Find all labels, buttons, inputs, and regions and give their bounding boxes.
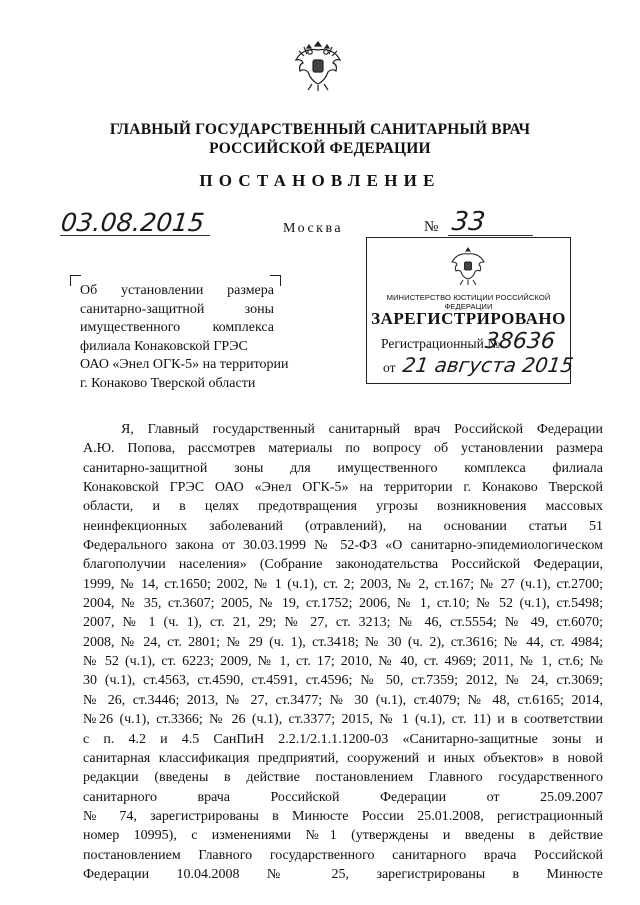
document-number: 33 (450, 207, 487, 237)
body-line: санитарная классификация предприятий, сооружений и иных объектов» в новой (83, 750, 603, 766)
body-line: санитарного врача Российской Федерации от 25.09.2007 (83, 789, 603, 805)
body-line: 2007, № 1 (ч. 1), ст. 21, 29; № 27, ст. 3213; № 46, ст.5554; № 49, ст.6070; (83, 615, 603, 631)
body-line: номер 10995), с изменениями №1 (утверждены и введены в действие (83, 828, 603, 844)
body-line: № 26, ст.3446; 2013, № 27, ст.3477; № 30 (ч.1), ст.4079; № 48, ст.6165; 2014, (83, 692, 603, 708)
subject-line: имущественного комплекса (80, 320, 274, 335)
subject-line: г. Конаково Тверской области (80, 375, 256, 391)
body-line: 1999, № 14, ст.1650; 2002, № 1 (ч.1), ст. 2; 2003, № 2, ст.167; № 27 (ч.1), ст.2700; (83, 576, 603, 592)
body-line: постановлением Главного государственного санитарного врача Российской (83, 847, 603, 863)
body-line: Конаковской ГРЭС ОАО «Энел ОГК-5» на территории г. Конаково Тверской (83, 480, 603, 496)
subject-line: ОАО «Энел ОГК-5» на территории (80, 357, 289, 372)
stamp-registration-date: 21 августа 2015 (401, 353, 576, 377)
stamp-registration-label: Регистрационный № (381, 336, 501, 351)
document-date: 03.08.2015 (59, 208, 206, 237)
body-line: неинфекционных заболеваний (отравлений), на основании статьи 51 (83, 518, 603, 534)
body-line: Федерации 10.04.2008 № 25, зарегистрированы в Минюсте (83, 866, 603, 882)
document-type: ПОСТАНОВЛЕНИЕ (199, 171, 441, 190)
document-city: Москва (283, 221, 344, 236)
subject-line: Об установлении размера (80, 283, 274, 298)
body-line: №26 (ч.1), ст.3366; № 26 (ч.1), ст.3377; 2015, № 1 (ч.1), ст. 11) и в соответствии (83, 712, 603, 728)
issuer-country: РОССИЙСКОЙ ФЕДЕРАЦИИ (209, 140, 431, 157)
number-label: № (424, 219, 439, 235)
body-line: 30 (ч.1), ст.4563, ст.4590, ст.4591, ст.4596; № 50, ст.7359; 2012, № 24, ст.3069; (83, 673, 603, 689)
body-line: Я, Главный государственный санитарный врач Российской Федерации (121, 422, 603, 437)
body-line: благополучии населения» (Собрание законодательства Российской Федерации, (83, 557, 603, 573)
document-subject (80, 282, 289, 393)
document-body (83, 420, 603, 884)
issuer-title: ГЛАВНЫЙ ГОСУДАРСТВЕННЫЙ САНИТАРНЫЙ ВРАЧ (109, 121, 531, 138)
eagle-emblem-icon (449, 245, 487, 287)
stamp-from-label: от (383, 360, 396, 375)
stamp-registration-number: 38636 (483, 329, 557, 354)
body-line: № 52 (ч.1), ст. 6223; 2009, № 1, ст. 17; 2010, № 40, ст. 4969; 2011, № 1, ст.6; № (83, 654, 603, 670)
number-underline (448, 235, 533, 236)
body-line: № 74, зарегистрированы в Минюсте России 25.01.2008, регистрационный (83, 808, 603, 824)
registration-stamp (366, 237, 576, 384)
double-headed-eagle-emblem-icon (290, 36, 346, 94)
stamp-registered: ЗАРЕГИСТРИРОВАНО (371, 309, 566, 328)
body-line: с п. 4.2 и 4.5 СанПиН 2.2.1/2.1.1.1200-03 «Санитарно-защитные зоны и (83, 731, 603, 747)
body-line: Федерального закона от 30.03.1999 № 52-ФЗ «О санитарно-эпидемиологическом (83, 538, 603, 554)
stamp-ministry: МИНИСТЕРСТВО ЮСТИЦИИ РОССИЙСКОЙ ФЕДЕРАЦИИ (386, 293, 551, 311)
subject-line: санитарно-защитной зоны (80, 301, 274, 317)
body-line: 2004, № 35, ст.3607; 2005, № 19, ст.1752; 2006, № 1, ст.10; № 52 (ч.1), ст.5498; (83, 596, 603, 612)
body-line: санитарно-защитной зоны для имущественного комплекса филиала (83, 460, 603, 476)
body-line: А.Ю. Попова, рассмотрев материалы по вопросу об установлении размера (83, 441, 603, 457)
date-underline (60, 235, 210, 236)
body-line: редакции (введены в действие постановлением Главного государственного (83, 770, 603, 786)
body-line: области, и в целях предотвращения угрозы возникновения массовых (83, 499, 603, 515)
body-line: 2008, № 24, ст. 2801; № 29 (ч. 1), ст.3418; № 30 (ч. 2), ст.3616; № 44, ст. 4984; (83, 634, 603, 650)
subject-line: филиала Конаковской ГРЭС (80, 338, 248, 354)
